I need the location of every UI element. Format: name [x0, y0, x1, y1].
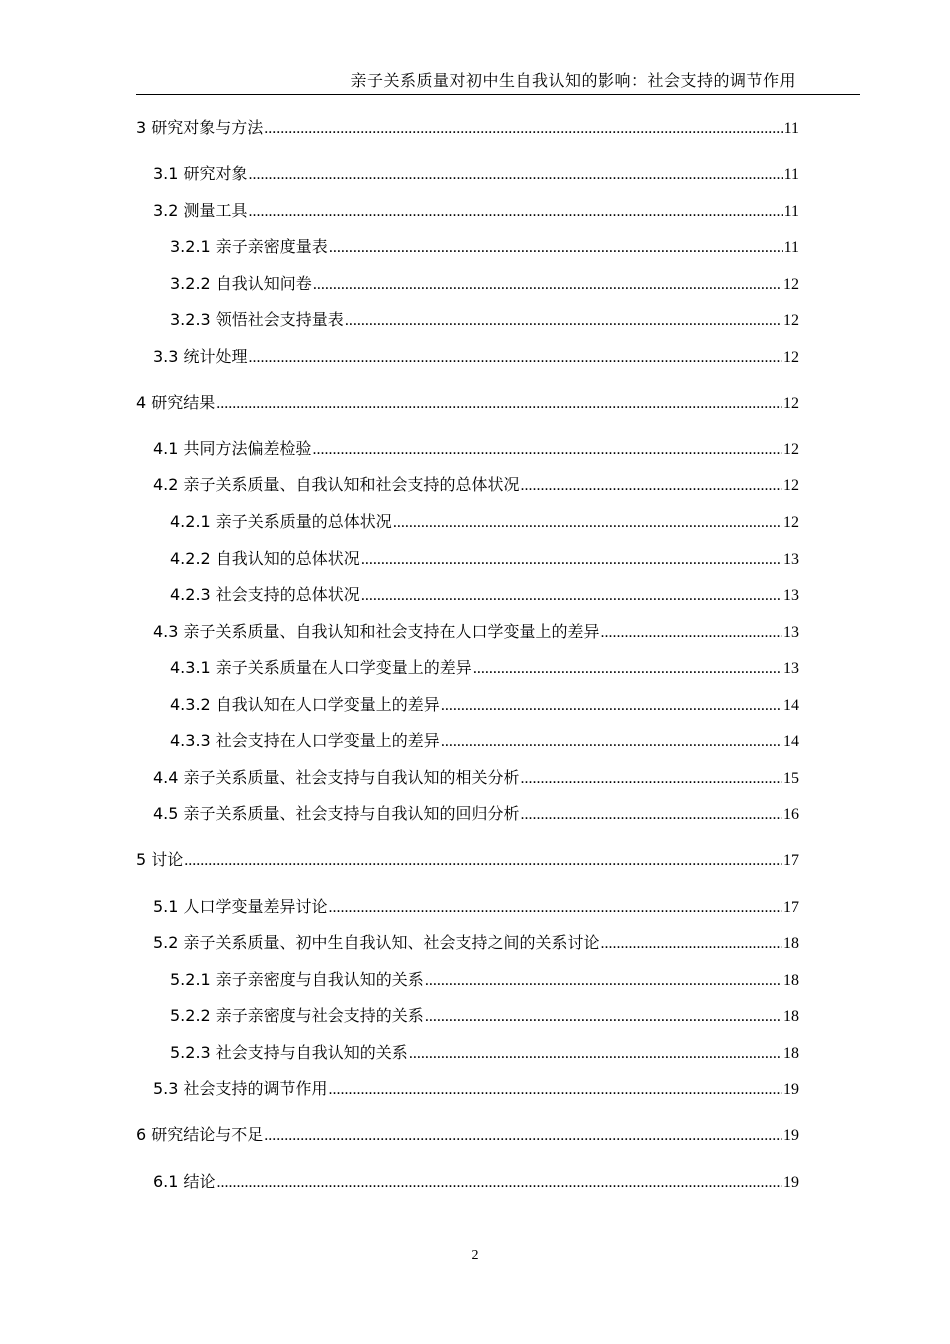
- toc-entry-label: 3.2.3 领悟社会支持量表: [170, 310, 344, 329]
- toc-entry-label: 3.1 研究对象: [153, 164, 248, 183]
- toc-dot-leader: [184, 850, 782, 872]
- toc-dot-leader: [313, 274, 782, 296]
- toc-entry-page: 12: [783, 312, 799, 329]
- toc-entry-page: 18: [783, 935, 799, 952]
- toc-dot-leader: [425, 1006, 782, 1028]
- toc-entry[interactable]: [153, 200, 799, 222]
- toc-entry-page: 12: [783, 395, 799, 412]
- toc-entry-page: 18: [783, 1045, 799, 1062]
- toc-entry-page: 19: [783, 1174, 799, 1191]
- toc-entry[interactable]: [153, 1171, 799, 1193]
- toc-dot-leader: [409, 1043, 782, 1065]
- toc-entry-page: 13: [783, 660, 799, 677]
- toc-entry[interactable]: [170, 730, 799, 752]
- toc-dot-leader: [249, 347, 782, 369]
- toc-entry[interactable]: [153, 767, 799, 789]
- toc-entry[interactable]: [153, 932, 799, 954]
- toc-entry-page: 19: [783, 1127, 799, 1144]
- toc-entry[interactable]: [170, 657, 799, 679]
- toc-dot-leader: [329, 237, 783, 259]
- toc-entry[interactable]: [170, 694, 799, 716]
- toc-dot-leader: [345, 310, 782, 332]
- toc-entry[interactable]: [153, 163, 799, 185]
- toc-entry-page: 13: [783, 624, 799, 641]
- toc-entry-page: 17: [783, 899, 799, 916]
- toc-entry-page: 13: [783, 551, 799, 568]
- toc-entry[interactable]: [170, 548, 799, 570]
- toc-entry[interactable]: [170, 273, 799, 295]
- toc-dot-leader: [361, 585, 782, 607]
- toc-dot-leader: [329, 897, 782, 919]
- toc-entry-label: 4.3 亲子关系质量、自我认知和社会支持在人口学变量上的差异: [153, 622, 600, 641]
- toc-entry-label: 3.3 统计处理: [153, 347, 248, 366]
- toc-entry-page: 12: [783, 477, 799, 494]
- toc-entry-label: 4.4 亲子关系质量、社会支持与自我认知的相关分析: [153, 768, 520, 787]
- toc-dot-leader: [393, 512, 782, 534]
- toc-entry-page: 17: [783, 852, 799, 869]
- toc-dot-leader: [441, 695, 782, 717]
- toc-entry-label: 4.5 亲子关系质量、社会支持与自我认知的回归分析: [153, 804, 520, 823]
- toc-dot-leader: [249, 164, 783, 186]
- toc-entry-page: 12: [783, 349, 799, 366]
- toc-entry-page: 11: [783, 203, 799, 220]
- toc-entry-label: 5.2 亲子关系质量、初中生自我认知、社会支持之间的关系讨论: [153, 933, 600, 952]
- toc-entry[interactable]: [153, 346, 799, 368]
- toc-entry-label: 4.2.2 自我认知的总体状况: [170, 549, 360, 568]
- toc-entry[interactable]: [170, 584, 799, 606]
- toc-entry-page: 14: [783, 697, 799, 714]
- toc-dot-leader: [264, 1125, 782, 1147]
- toc-entry-page: 14: [783, 733, 799, 750]
- toc-dot-leader: [441, 731, 782, 753]
- toc-entry-page: 15: [783, 770, 799, 787]
- toc-dot-leader: [264, 118, 782, 140]
- toc-entry-label: 4.2 亲子关系质量、自我认知和社会支持的总体状况: [153, 475, 520, 494]
- toc-entry[interactable]: [153, 438, 799, 460]
- toc-entry-label: 5.2.2 亲子亲密度与社会支持的关系: [170, 1006, 424, 1025]
- toc-entry[interactable]: [136, 849, 799, 871]
- toc-entry-label: 3.2.1 亲子亲密度量表: [170, 237, 328, 256]
- toc-dot-leader: [473, 658, 782, 680]
- toc-entry-label: 4 研究结果: [136, 393, 216, 412]
- toc-dot-leader: [313, 439, 782, 461]
- toc-entry[interactable]: [153, 621, 799, 643]
- toc-entry-page: 11: [783, 120, 799, 137]
- toc-entry-label: 5.2.3 社会支持与自我认知的关系: [170, 1043, 408, 1062]
- toc-dot-leader: [521, 475, 782, 497]
- toc-entry-label: 5.2.1 亲子亲密度与自我认知的关系: [170, 970, 424, 989]
- toc-entry[interactable]: [136, 392, 799, 414]
- toc-entry-page: 13: [783, 587, 799, 604]
- toc-entry-page: 12: [783, 514, 799, 531]
- running-header-title: 亲子关系质量对初中生自我认知的影响：社会支持的调节作用: [350, 71, 796, 90]
- toc-entry[interactable]: [153, 803, 799, 825]
- toc-entry[interactable]: [136, 117, 799, 139]
- toc-entry-page: 19: [783, 1081, 799, 1098]
- toc-dot-leader: [425, 970, 782, 992]
- toc-entry-label: 6 研究结论与不足: [136, 1125, 264, 1144]
- toc-dot-leader: [521, 768, 782, 790]
- toc-entry[interactable]: [170, 1042, 799, 1064]
- toc-entry-label: 5.3 社会支持的调节作用: [153, 1079, 328, 1098]
- toc-entry-label: 5 讨论: [136, 850, 184, 869]
- toc-entry-label: 5.1 人口学变量差异讨论: [153, 897, 328, 916]
- toc-entry-page: 11: [783, 239, 799, 256]
- toc-entry-page: 11: [783, 166, 799, 183]
- toc-entry[interactable]: [170, 1005, 799, 1027]
- toc-dot-leader: [217, 1172, 782, 1194]
- toc-entry[interactable]: [153, 474, 799, 496]
- toc-entry[interactable]: [170, 511, 799, 533]
- toc-entry-label: 4.3.1 亲子关系质量在人口学变量上的差异: [170, 658, 472, 677]
- toc-entry-label: 4.3.3 社会支持在人口学变量上的差异: [170, 731, 440, 750]
- toc-entry-page: 18: [783, 972, 799, 989]
- toc-entry[interactable]: [153, 1078, 799, 1100]
- toc-entry-label: 4.3.2 自我认知在人口学变量上的差异: [170, 695, 440, 714]
- toc-entry-label: 3.2.2 自我认知问卷: [170, 274, 312, 293]
- toc-entry-label: 6.1 结论: [153, 1172, 216, 1191]
- toc-entry-label: 4.2.1 亲子关系质量的总体状况: [170, 512, 392, 531]
- toc-entry-page: 16: [783, 806, 799, 823]
- toc-entry-label: 3 研究对象与方法: [136, 118, 264, 137]
- toc-dot-leader: [601, 622, 782, 644]
- toc-entry-label: 3.2 测量工具: [153, 201, 248, 220]
- page-number: 2: [471, 1248, 479, 1263]
- toc-entry-page: 12: [783, 441, 799, 458]
- toc-entry-label: 4.1 共同方法偏差检验: [153, 439, 312, 458]
- toc-entry-page: 18: [783, 1008, 799, 1025]
- toc-dot-leader: [601, 933, 782, 955]
- toc-dot-leader: [329, 1079, 782, 1101]
- toc-dot-leader: [521, 804, 782, 826]
- toc-entry[interactable]: [153, 896, 799, 918]
- toc-dot-leader: [361, 549, 782, 571]
- toc-entry-label: 4.2.3 社会支持的总体状况: [170, 585, 360, 604]
- toc-entry[interactable]: [170, 969, 799, 991]
- toc-dot-leader: [249, 201, 783, 223]
- toc-dot-leader: [216, 393, 782, 415]
- toc-entry-page: 12: [783, 276, 799, 293]
- toc-entry[interactable]: [136, 1124, 799, 1146]
- toc-entry[interactable]: [170, 236, 799, 258]
- toc-entry[interactable]: [170, 309, 799, 331]
